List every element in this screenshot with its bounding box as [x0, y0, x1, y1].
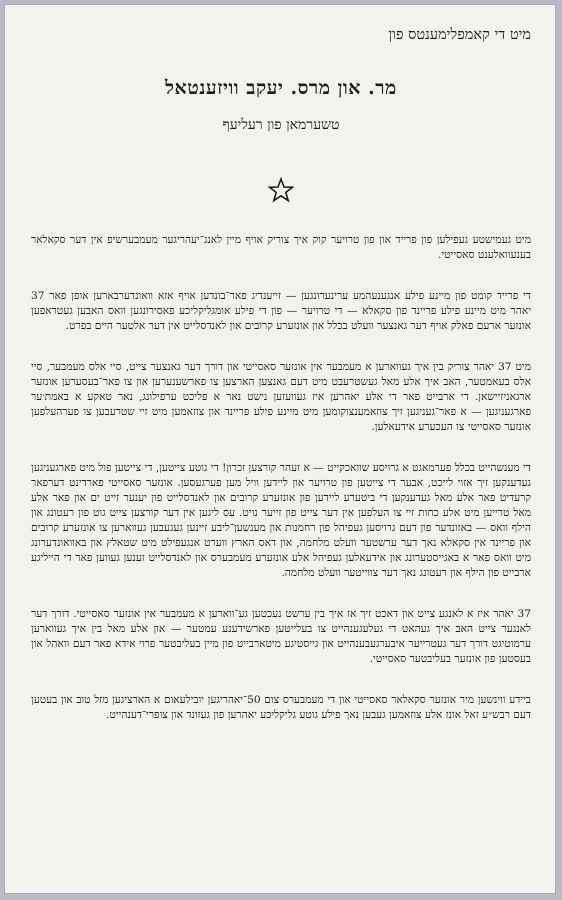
star-outline-icon — [268, 177, 294, 203]
paragraph-3: מיט 37 יאהר צוריק בין איך געווארען א מעמבער אין אונזער סאסייטי און דורך דער גאנצער צייט, סיי אלס מעמבער, סיי אלס בעאמטער, האב איך אלע מאל געשטרעבט מיט דעם גאנצען הארצען צו פארשענערען און צו פאר־בעסערען אונזער ארגאניזיישאן. די ארבייט פאר די אלע יאהרען איז געוועזען נישט נאר א פליכט ערפילונג, נאר טאקע א באמת׳ער פארגעניגען — א פאר־געניגען זיך צוזאמענצוקומען מיט מיינע פילע פריינד און צוזאמען מיט זיי שטרעבען צו פערהעלפען אונזער סאסייטי צו העכערע אידעאלען. — [31, 361, 531, 433]
page-title: מר. און מרס. יעקב וויזענטאל — [165, 77, 397, 99]
paragraph-4: די מענשהייט בכלל פערמאגט א גרויסע שוואכקייט — א זעהר קורצען זכרון! די גוטע צייטען, די צייטען פול מיט פארגעניגען געדענקען זיך אזוי לייכט, אבער די צייטען פון טרויער און ליידען וויל מען פערגעסען. אונזער סאסייטי פארדינט דערפאר קרעדיט פאר אלע מאל געדענקען די ביטערע ליידען פון אונזערע קרובים און לאנדסלייט פון יענער זייט ים און פאר אלע מאל טרייען מיט אלע כחות זיי צו העלפען אין דער צייט פון זייער נויט. עס ליגען אין דער קורצען צייט גוט פון רעטונג און הילף וואס — באזונדער פון דעם גרויסען געפיהל פון רחמנות און מענשען־ליבע זיינען געגעבען געווארען צו אונזערע קרובים און פריינד אין סקאלא נאך דער ערשטער וועלט מלחמה, און דאס הארץ ווערט אנגעפילט מיט שטאלץ און באוואונדערונג מיט וואס פאר א באגייסטערונג און אידעאלען געפיהל אלע אונזערע מעמבערס און לאנדסלייט זענען געווען פאר די הייליגע ארבייט פון הילף און רעטונג נאך דער צווייטער וועלט מלחמה. — [31, 462, 531, 579]
letter-body — [31, 233, 531, 743]
paragraph-6: ביידע ווינשען מיר אונזער סקאלאר סאסייטי און די מעמבערס צום 50־יאהריגען יובילעאום א הארציגען מזל טוב און בעטען דעם רבש״ע זאל אונז אלע צוזאמען געבען נאך פילע גוטע גליקליכע יאהרען פון געזונד און צופרי־דענהייט. — [31, 694, 531, 721]
paragraph-1: מיט געמישטע געפילען פון פרייד און פון טרויער קוק איך צוריק אויף מיין לאנג־יעהריגער מעמבערשיפ אין דער סקאלאר בענעוואלענט סאסייטי. — [31, 234, 531, 261]
page-frame — [4, 4, 556, 894]
page-subtitle: טשערמאן פון רעליעף — [222, 117, 340, 133]
paragraph-5: 37 יאהר איז א לאנגע צייט און דאכט זיך אז איך בין ערשט נעכטען גע־ווארען א מעמבער אין אונזער סאסייטי. דורך דער לאנגער צייט האב איך געהאט די געלעגענהייט צו בעלייטען פארשידענע עמטער — און אלע מאל בין איך געווארען ערמוטיגט דורך דער געטרייער איבערגעבענהייט און גייסטיגע מיטארבייט פון מיין בעליבטער פרוי אידא פאר דעם וואהל און בעסטען פון אונזער בעליבטער סאסייטי. — [31, 608, 531, 665]
paragraph-2: די פרייד קומט פון מיינע פילע אנגענעהמע ערינערונגען — זייענדיג פאר־בונדען אויף אזא וואונדערבארען אופן פאר 37 יאהר מיט מיינע פילע פריינד פון סקאלא — די טרויער — פון די פילע אומגליקליכע פאסירונגען וואס האבען געטראפען אונזער ארעם פאלק אויף דער גאנצער וועלט בכלל און אונזערע קרובים און לאנדסלייט אין דער אלטער היים בפרט. — [31, 290, 531, 332]
dedication-line: מיט די קאמפלימענטס פון — [388, 27, 531, 43]
